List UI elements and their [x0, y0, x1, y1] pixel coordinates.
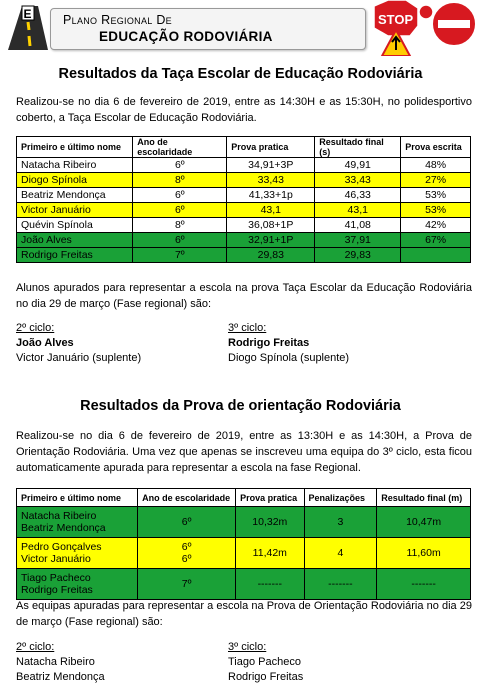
member-year: 6º — [181, 516, 192, 528]
table-row — [17, 158, 471, 173]
cell-practical: 33,43 — [227, 173, 315, 188]
cell-name — [17, 538, 138, 569]
cell-practical: 36,08+1P — [227, 218, 315, 233]
col-penalties: Penalizações — [304, 489, 377, 507]
cell-final: 49,91 — [315, 158, 401, 173]
table-row — [17, 203, 471, 218]
cycle3-sub: Diogo Spínola (suplente) — [228, 352, 350, 364]
cycle2-name: Natacha Ribeiro — [16, 656, 95, 668]
col-practical: Prova pratica — [227, 137, 315, 158]
cell-practical: 29,83 — [227, 248, 315, 263]
stop-sign-text: STOP — [378, 12, 414, 27]
cell-name — [17, 507, 138, 538]
cycle2-name: João Alves — [16, 337, 74, 349]
col-year: Ano de escolaridade — [138, 489, 236, 507]
cycle2-sub: Victor Januário (suplente) — [16, 352, 142, 364]
col-name: Primeiro e último nome — [17, 137, 133, 158]
results-table-2 — [16, 488, 471, 600]
cell-final: ------- — [377, 569, 471, 600]
table-header-row — [17, 137, 471, 158]
cell-penalties: 4 — [304, 538, 377, 569]
col-written: Prova escrita — [401, 137, 471, 158]
cell-penalties: 3 — [304, 507, 377, 538]
col-final: Resultado final (s) — [315, 137, 401, 158]
member-name: Pedro Gonçalves — [21, 541, 102, 553]
member-name: Natacha Ribeiro — [21, 510, 97, 522]
cell-name: Diogo Spínola — [17, 173, 133, 188]
cell-written: 53% — [401, 203, 471, 218]
cell-practical: 11,42m — [236, 538, 304, 569]
cell-final: 29,83 — [315, 248, 401, 263]
header-banner — [0, 0, 481, 56]
section1-intro: Realizou-se no dia 6 de fevereiro de 2019, entre as 14:30H e as 15:30H, no polidesportivo coberto, a Taça Escolar de Educação Rodoviária. — [16, 96, 472, 124]
section2-after: As equipas apuradas para representar a escola na Prova de Orientação Rodoviária no dia 29 de março (Fase regional) são: — [16, 600, 472, 628]
cell-practical: 34,91+3P — [227, 158, 315, 173]
section2-title: Resultados da Prova de orientação Rodoviária — [80, 398, 401, 414]
svg-text:E: E — [23, 7, 32, 21]
cell-year — [138, 538, 236, 569]
cell-final: 37,91 — [315, 233, 401, 248]
table-row — [17, 233, 471, 248]
table-row — [17, 218, 471, 233]
section2-intro: Realizou-se no dia 6 de fevereiro de 2019, entre as 13:30H e as 14:30H, a Prova de Orientação Rodoviária. Uma vez que apenas se inscreveu uma equipa do 3º ciclo, esta ficou automaticamente apurada para representar a escola na fase Regional. — [16, 430, 472, 474]
table-row — [17, 248, 471, 263]
cycle2-heading: 2º ciclo: — [16, 322, 55, 334]
cycle3-name: Tiago Pacheco — [228, 656, 301, 668]
section1-after: Alunos apurados para representar a escola na prova Taça Escolar da Educação Rodoviária no dia 29 de março (Fase regional) são: — [16, 282, 472, 310]
col-name: Primeiro e último nome — [17, 489, 138, 507]
cell-name: Beatriz Mendonça — [17, 188, 133, 203]
member-name: Rodrigo Freitas — [21, 584, 93, 596]
cycle3-name: Rodrigo Freitas — [228, 337, 310, 349]
cell-year: 6º — [133, 233, 227, 248]
cell-year: 6º — [133, 158, 227, 173]
header-line2: EDUCAÇÃO RODOVIÁRIA — [99, 29, 273, 44]
cell-name: Quévin Spínola — [17, 218, 133, 233]
cycle3-heading: 3º ciclo: — [228, 322, 267, 334]
cell-year: 7º — [133, 248, 227, 263]
member-name: Tiago Pacheco — [21, 572, 91, 584]
header-line1: Plano Regional De — [63, 13, 172, 27]
col-year: Ano de escolaridade — [133, 137, 227, 158]
member-name: Beatriz Mendonça — [21, 522, 106, 534]
results-table-1 — [16, 136, 471, 263]
cell-final: 43,1 — [315, 203, 401, 218]
cell-year: 6º — [133, 203, 227, 218]
cell-written: 67% — [401, 233, 471, 248]
cell-name: João Alves — [17, 233, 133, 248]
cell-written — [401, 248, 471, 263]
table-header-row — [17, 489, 471, 507]
cell-year — [138, 569, 236, 600]
cell-practical: ------- — [236, 569, 304, 600]
cell-name: Victor Januário — [17, 203, 133, 218]
cell-name: Rodrigo Freitas — [17, 248, 133, 263]
member-year: 6º — [181, 541, 192, 553]
cycle3-heading: 3º ciclo: — [228, 641, 267, 653]
table-row — [17, 173, 471, 188]
cell-year: 6º — [133, 188, 227, 203]
cycle2-sub: Beatriz Mendonça — [16, 671, 105, 683]
cell-practical: 43,1 — [227, 203, 315, 218]
cell-final: 33,43 — [315, 173, 401, 188]
cell-practical: 32,91+1P — [227, 233, 315, 248]
table-row — [17, 507, 471, 538]
cell-name: Natacha Ribeiro — [17, 158, 133, 173]
road-logo-icon — [4, 4, 50, 52]
table-row — [17, 188, 471, 203]
cell-final: 41,08 — [315, 218, 401, 233]
cell-name — [17, 569, 138, 600]
cell-final: 46,33 — [315, 188, 401, 203]
cycle2-heading: 2º ciclo: — [16, 641, 55, 653]
col-final: Resultado final (m) — [377, 489, 471, 507]
cycle3-sub: Rodrigo Freitas — [228, 671, 304, 683]
cell-written: 27% — [401, 173, 471, 188]
cell-year: 8º — [133, 173, 227, 188]
cell-penalties: ------- — [304, 569, 377, 600]
cell-written: 42% — [401, 218, 471, 233]
table-row — [17, 569, 471, 600]
member-name: Victor Januário — [21, 553, 91, 565]
cell-final: 10,47m — [377, 507, 471, 538]
cell-written: 48% — [401, 158, 471, 173]
cell-final: 11,60m — [377, 538, 471, 569]
cell-written: 53% — [401, 188, 471, 203]
title-box — [50, 8, 366, 50]
member-year: 7º — [181, 578, 192, 590]
col-practical: Prova pratica — [236, 489, 304, 507]
cell-practical: 10,32m — [236, 507, 304, 538]
traffic-signs-icon — [366, 0, 481, 56]
cell-year: 8º — [133, 218, 227, 233]
cell-practical: 41,33+1p — [227, 188, 315, 203]
section1-title: Resultados da Taça Escolar de Educação Rodoviária — [58, 66, 423, 82]
table-row — [17, 538, 471, 569]
member-year: 6º — [181, 553, 192, 565]
cell-year — [138, 507, 236, 538]
